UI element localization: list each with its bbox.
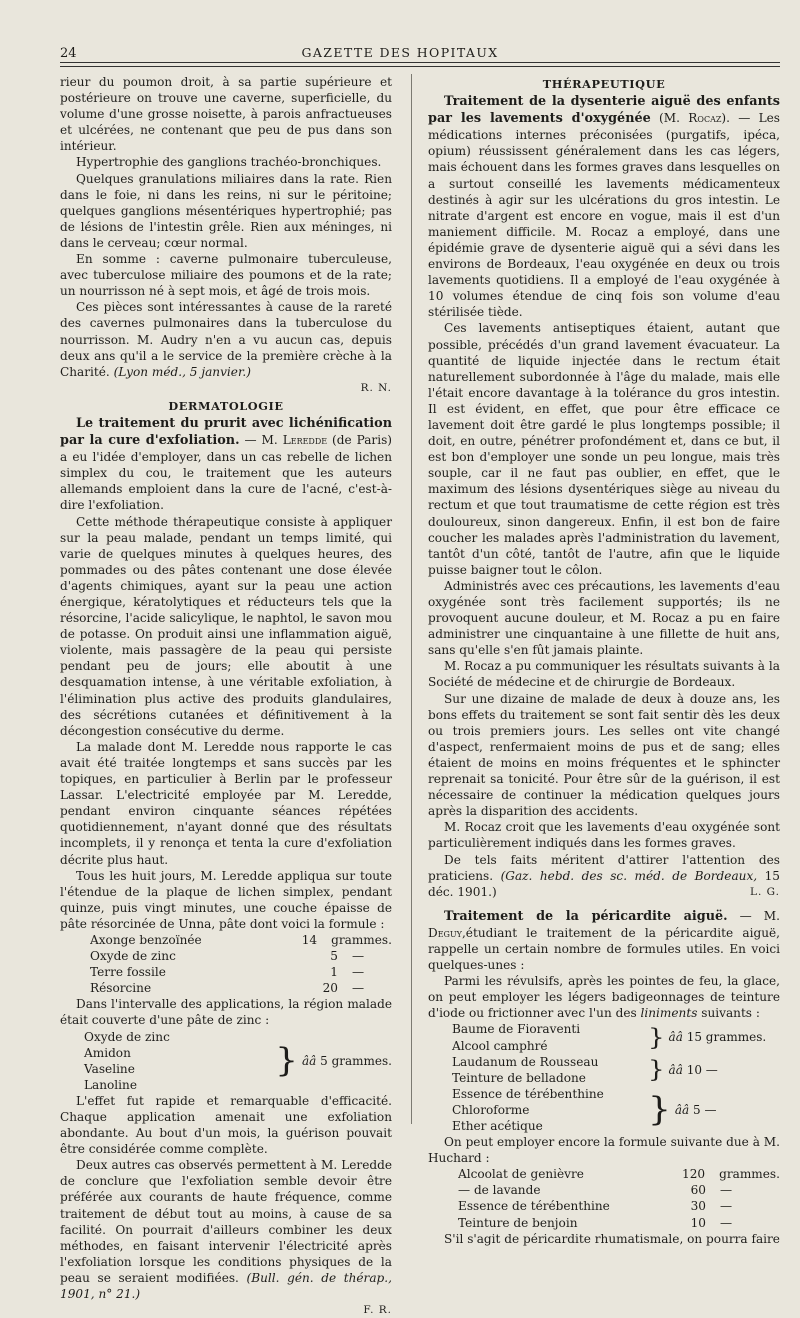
- ingredient: — de lavande: [458, 1183, 541, 1198]
- signature: L. G.: [750, 885, 780, 898]
- ingredient-list: [452, 1054, 644, 1086]
- quantity: 1: [330, 965, 338, 980]
- paragraph: [428, 852, 780, 900]
- paragraph: M. Rocaz a pu communiquer les résultats suivants à la Société de médecine et de chirurgie de Bordeaux.: [428, 659, 780, 690]
- ingredient: Terre fossile: [90, 965, 166, 980]
- ingredient: Chloroforme: [452, 1102, 530, 1117]
- dose-amount: 5 grammes.: [320, 1053, 392, 1068]
- formula-row: [458, 1215, 780, 1231]
- citation: (Lyon méd., 5 janvier.): [113, 364, 251, 379]
- formula-row: [90, 932, 392, 948]
- citation: (Bull. gén. de thérap., 1901, n° 21.): [60, 1270, 392, 1302]
- paragraph: rieur du poumon droit, à sa partie supérieure et postérieure on trouve une caverne, superficielle, du volume d'une grosse noisette, à parois anfractueuses et ulcérées, ne contenant que peu de pus dans son intérieur.: [60, 75, 392, 154]
- quantity: 60: [690, 1183, 706, 1198]
- lead-text: (de Paris) a eu l'idée d'employer, dans un cas rebelle de lichen simplex du cou, le traitement que les auteurs allemands emploient dans la cure de l'acné, c'est-à-dire l'exfoliation.: [60, 433, 392, 513]
- author-name: Deguy: [428, 925, 462, 940]
- ingredient: Axonge benzoïnée: [90, 932, 202, 947]
- dose: [669, 1029, 767, 1045]
- formula-huchard: [458, 1166, 780, 1230]
- paragraph-text: Parmi les révulsifs, après les pointes de feu, la glace, on peut employer les légers badigeonnages de teinture d'iode ou frictionner avec l'un des: [428, 974, 780, 1021]
- ingredient: Essence de térébenthine: [452, 1086, 604, 1101]
- liniment-formula: [452, 1086, 780, 1134]
- paragraph: Administrés avec ces précautions, les lavements d'eau oxygénée sont très facilement supportés; ils ne provoquent aucune douleur, et M. Rocaz a pu en faire administrer une cinquantaine à une fillette de huit ans, sans qu'elle s'en fût jamais plainte.: [428, 578, 780, 658]
- author-post: ). —: [721, 111, 759, 126]
- brace: }: [648, 1091, 671, 1128]
- paragraph: L'effet fut rapide et remarquable d'efficacité. Chaque application amenait une exfoliation abondante. Au bout d'un mois, la guérison pouvait être considérée comme complète.: [60, 1093, 392, 1157]
- ingredient: Vaseline: [84, 1061, 135, 1076]
- formula-unna: [90, 932, 392, 996]
- dose-aa: ââ: [302, 1053, 317, 1068]
- paragraph: Ces lavements antiseptiques étaient, autant que possible, précédés d'un grand lavement évacuateur. La quantité de liquide injectée dans le rectum était naturellement subordonnée à l'âge du malade, mais elle l'était encore davantage à la tolérance du gros intestin. Il est évident, en effet, que pour être efficace ce lavement doit être gardé le plus longtemps possible; il doit, en outre, pénétrer profondément et, dans ce but, il est bon d'employer une sonde un peu longue, mais très souple, car il ne faut pas oublier, en effet, que le maximum des lésions dysentériques siège au niveau du rectum et que tout traumatisme de cette région est très douloureux, sinon dangereux. Enfin, il est bon de faire coucher les malades après l'administration du lavement, tantôt d'un côté, tantôt de l'autre, afin que le liquide puisse baigner tout le côlon.: [428, 321, 780, 577]
- article-lead: [60, 415, 392, 514]
- article-title: Le traitement du prurit avec lichénification par la cure d'exfoliation.: [60, 415, 392, 449]
- left-column: [60, 74, 392, 1318]
- paragraph: M. Rocaz croit que les lavements d'eau oxygénée sont particulièrement indiqués dans les formes graves.: [428, 820, 780, 851]
- dose-amount: 15 grammes.: [686, 1030, 767, 1045]
- paragraph: [60, 1157, 392, 1302]
- right-column: [428, 74, 780, 1247]
- ingredient: Alcool camphré: [452, 1038, 548, 1053]
- unit: —: [352, 981, 365, 996]
- ingredient: Ether acétique: [452, 1119, 543, 1133]
- ingredient: Essence de térébenthine: [458, 1199, 610, 1214]
- paragraph-text: Deux autres cas observés permettent à M. Leredde de conclure que l'exfoliation semble devoir être préférée aux courants de haute fréquence, comme traitement de début tout au moins, à cause de sa facilité. On pourrait d'ailleurs combiner les deux méthodes, en faisant intervenir l'électricité après l'exfoliation lorsque les conditions physiques de la peau se seraient modifiées.: [60, 1158, 392, 1285]
- liniment-formula: [452, 1021, 780, 1053]
- citation-date: 15 déc. 1901.): [428, 868, 780, 899]
- formula-row: [458, 1182, 780, 1198]
- running-head: [0, 36, 800, 60]
- paragraph: [428, 973, 780, 1021]
- unit: —: [352, 949, 365, 964]
- paragraph: Tous les huit jours, M. Leredde appliqua sur toute l'étendue de la plaque de lichen simplex, pendant quinze, puis vingt minutes, une couche épaisse de pâte résorcinée de Unna, pâte dont voici la formule :: [60, 868, 392, 931]
- paragraph-end: suivants :: [697, 1006, 760, 1021]
- lead-text: ,étudiant le traitement de la péricardite aiguë, rappelle un certain nombre de formules utiles. En voici quelques-unes :: [428, 925, 780, 973]
- signature: R. N.: [360, 381, 392, 394]
- article-lead: [428, 908, 780, 973]
- unit: —: [720, 1183, 733, 1198]
- ingredient: Oxyde de zinc: [90, 949, 176, 964]
- quantity: 120: [682, 1167, 706, 1182]
- formula-row: [90, 964, 392, 980]
- article-title: Traitement de la dysenterie aiguë des enfants par les lavements d'oxygénée: [428, 94, 780, 127]
- dash: — M.: [239, 433, 283, 448]
- paragraph: Hypertrophie des ganglions trachéo-bronchiques.: [76, 155, 382, 170]
- quantity: 14: [301, 932, 318, 947]
- dose-aa: ââ: [674, 1102, 690, 1117]
- brace: }: [648, 1024, 665, 1052]
- dose-amount: 5 —: [693, 1102, 717, 1117]
- unit: —: [352, 965, 365, 980]
- lead-text: Les médications internes préconisées (purgatifs, ipéca, opium) réussissent généralement dans les cas légers, mais échouent dans les formes graves dans lesquelles on a surtout conseillé les lavements médicamenteux destinés à agir sur les ulcérations du gros intestin. Le nitrate d'argent est encore en vogue, mais il est d'un maniement difficile. M. Rocaz a employé, dans une épidémie grave de dysenterie aiguë qui a sévi dans les environs de Bordeaux, l'eau oxygénée en deux ou trois lavements quotidiens. Il a employé de l'eau oxygénée à 10 volumes étendue de cinq fois son volume d'eau stérilisée tiède.: [428, 111, 780, 320]
- emphasis: liniments: [640, 1006, 698, 1021]
- dose-aa: ââ: [668, 1062, 683, 1077]
- ingredient: Oxyde de zinc: [84, 1029, 170, 1044]
- quantity: 30: [690, 1199, 706, 1214]
- unit: —: [720, 1215, 733, 1230]
- page-number: 24: [60, 46, 77, 61]
- ingredient: Amidon: [84, 1045, 131, 1060]
- citation: (Gaz. hebd. des sc. méd. de Bordeaux,: [500, 868, 758, 883]
- author-name: Leredde: [282, 433, 328, 448]
- ingredient: Teinture de benjoin: [458, 1215, 578, 1230]
- paragraph-text: Ces pièces sont intéressantes à cause de la rareté des cavernes pulmonaires dans la tuberculose du nourrisson. M. Audry n'en a vu aucun cas, depuis deux ans qu'il a le service de la première crèche à la Charité.: [60, 300, 392, 379]
- formula-row: [458, 1166, 780, 1182]
- quantity: 20: [322, 981, 338, 996]
- formula-zinc-paste: [84, 1029, 392, 1093]
- paragraph: Dans l'intervalle des applications, la région malade était couverte d'une pâte de zinc :: [60, 997, 392, 1028]
- header-rule-thin: [60, 66, 780, 67]
- ingredient: Lanoline: [84, 1077, 137, 1092]
- unit: grammes.: [331, 932, 392, 947]
- paragraph: [60, 299, 392, 379]
- ingredient: Résorcine: [90, 981, 152, 996]
- ingredient: Baume de Fioraventi: [452, 1022, 581, 1037]
- author-name: Rocaz: [688, 111, 722, 126]
- article-lead: [428, 93, 780, 320]
- paragraph-text: De tels faits méritent d'attirer l'attention des praticiens.: [428, 852, 780, 883]
- paragraph: S'il s'agit de péricardite rhumatismale, on pourra faire: [444, 1231, 780, 1246]
- quantity: 10: [690, 1215, 706, 1230]
- dose-amount: 10 —: [686, 1062, 718, 1077]
- ingredient: Teinture de belladone: [452, 1070, 586, 1085]
- quantity: 5: [330, 949, 338, 964]
- ingredient-list: [452, 1086, 644, 1134]
- section-heading: DERMATOLOGIE: [168, 398, 284, 413]
- ingredient: Alcoolat de genièvre: [458, 1167, 584, 1182]
- paragraph: En somme : caverne pulmonaire tuberculeuse, avec tuberculose miliaire des poumons et de la rate; un nourrisson né à sept mois, et âgé de trois mois.: [60, 252, 392, 299]
- dose: [675, 1102, 717, 1118]
- formula-row: [90, 948, 392, 964]
- article-title: Traitement de la péricardite aiguë.: [444, 908, 728, 924]
- author-pre: — M.: [727, 908, 780, 923]
- paragraph: Quelques granulations miliaires dans la rate. Rien dans le foie, ni dans les reins, ni sur le péritoine; quelques ganglions mésentériques hypertrophié; pas de lésions de l'intestin grêle. Rien aux méninges, ni dans le cerveau; cœur normal.: [60, 171, 392, 250]
- dose: [669, 1062, 718, 1078]
- liniment-formula: [452, 1054, 780, 1086]
- unit: —: [720, 1199, 733, 1214]
- unit: grammes.: [719, 1167, 780, 1182]
- brace: }: [648, 1056, 665, 1084]
- signature: F. R.: [363, 1304, 392, 1317]
- paragraph: Sur une dizaine de malade de deux à douze ans, les bons effets du traitement se sont fait sentir dès les deux ou trois premiers jours. Les selles ont vite changé d'aspect, renfermaient moins de pus et de sang; elles étaient de moins en moins fréquentes et le sphincter reprenait sa tonicité. Pour être sûr de la guérison, il est nécessaire de continuer la médication quelques jours après la disparition des accidents.: [428, 691, 780, 819]
- paragraph: Cette méthode thérapeutique consiste à appliquer sur la peau malade, pendant un temps limité, qui varie de quelques minutes à quelques heures, des pommades ou des pâtes contenant une dose élevée d'agents chimiques, ayant sur la peau une action énergique, kératolytiques et réducteurs tels que la résorcine, l'acide salicylique, le naphtol, le savon mou de potasse. On produit ainsi une inflammation aiguë, violente, mais passagère de la peau qui persiste pendant peu de jours; elle aboutit à une desquamation intense, à une véritable exfoliation, à l'élimination plus active des produits glandulaires, des sécrétions cutanées et définitivement à la décongestion consécutive du derme.: [60, 514, 392, 738]
- journal-title: GAZETTE DES HOPITAUX: [301, 45, 499, 60]
- section-heading: THÉRAPEUTIQUE: [542, 77, 666, 91]
- paragraph: On peut employer encore la formule suivante due à M. Huchard :: [428, 1135, 780, 1166]
- paragraph: La malade dont M. Leredde nous rapporte le cas avait été traitée longtemps et sans succès par les topiques, en particulier à Berlin par le professeur Lassar. L'electricité employée par M. Leredde, pendant environ cinquante séances répétées quotidiennement, n'ayant donné que des résultats incomplets, il y renonça et tenta la cure d'exfoliation décrite plus haut.: [60, 739, 392, 867]
- dose-aa: ââ: [668, 1030, 683, 1045]
- dose: [302, 1053, 392, 1069]
- formula-row: [458, 1198, 780, 1214]
- ingredient: Laudanum de Rousseau: [452, 1054, 599, 1069]
- brace: }: [275, 1041, 298, 1079]
- header-rule: [60, 62, 780, 63]
- author-pre: (M.: [650, 111, 689, 126]
- ingredient-list: [84, 1029, 271, 1093]
- column-divider: [411, 74, 412, 1124]
- ingredient-list: [452, 1021, 644, 1053]
- formula-row: [90, 980, 392, 996]
